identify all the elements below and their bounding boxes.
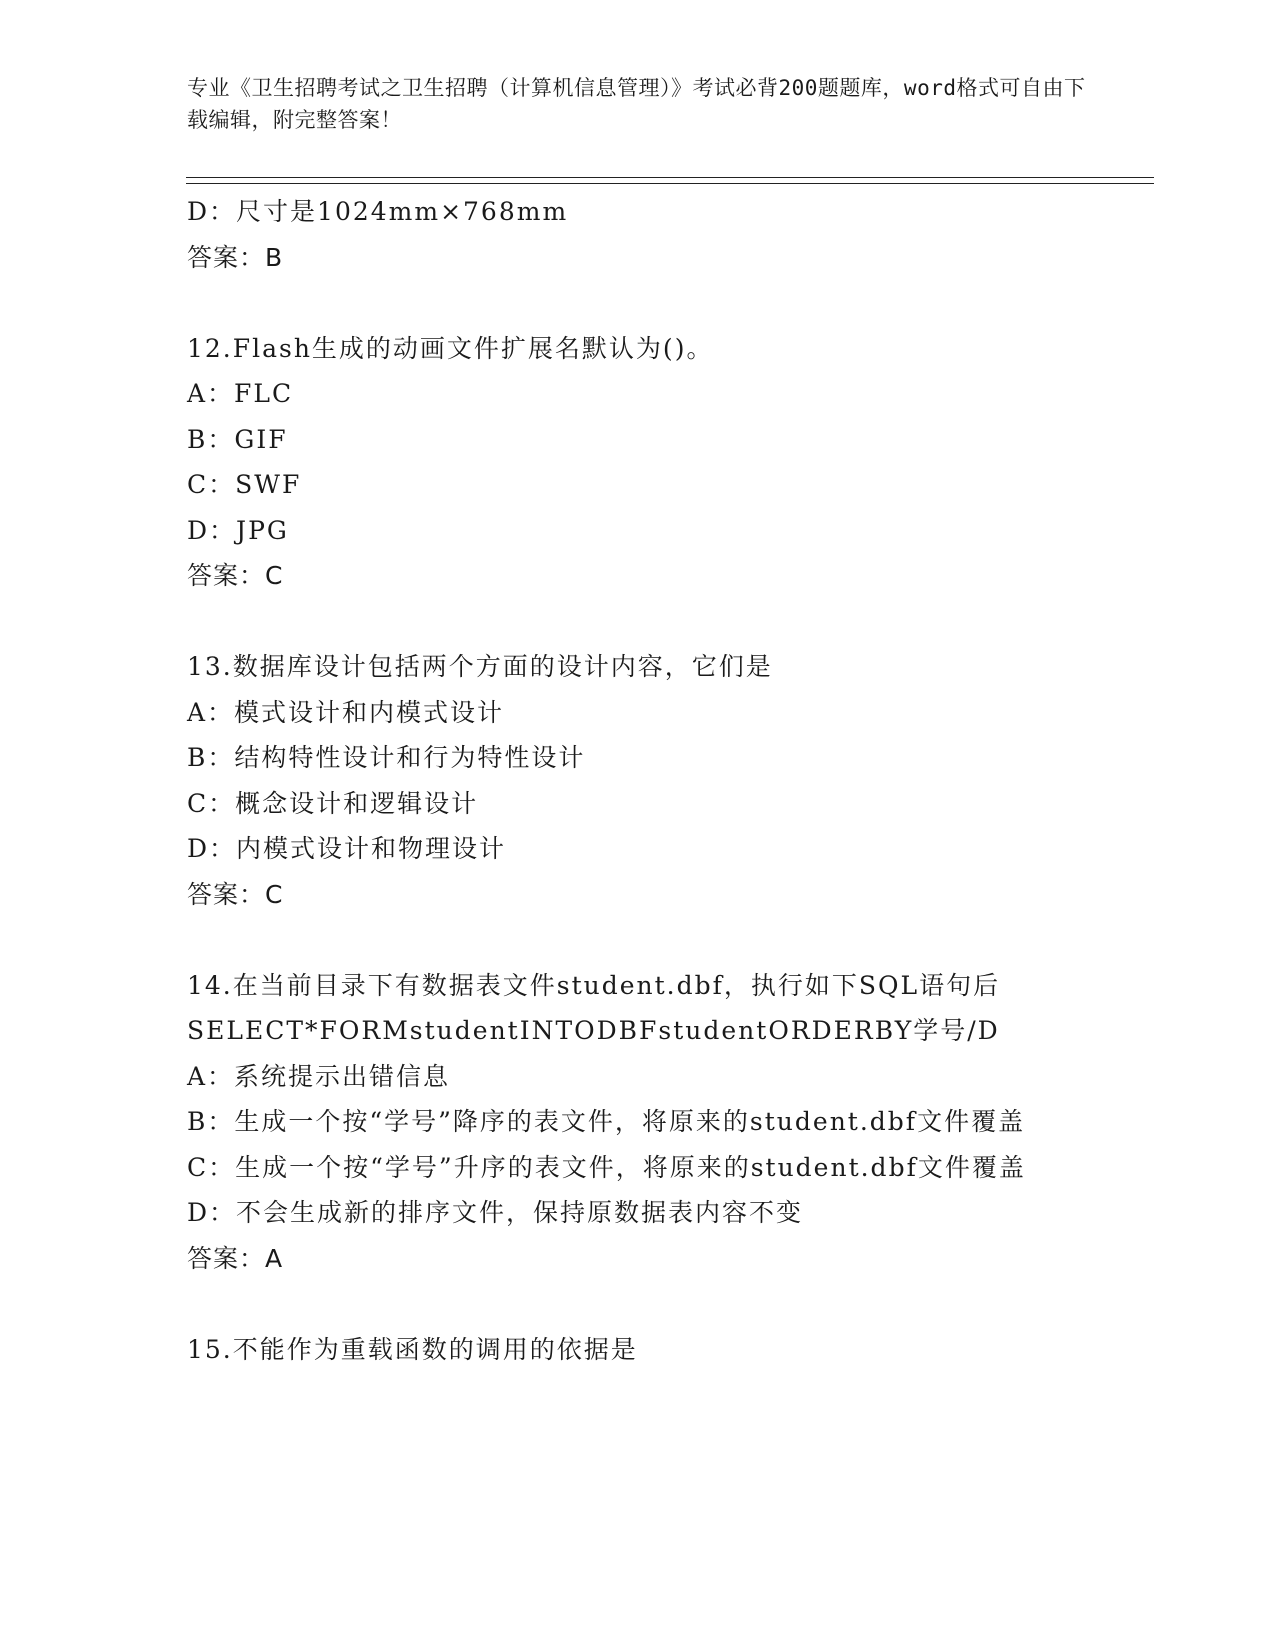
option-a: A：系统提示出错信息 [187, 1061, 451, 1091]
answer: 答案：C [187, 561, 284, 590]
option-b: B：生成一个按“学号”降序的表文件，将原来的student.dbf文件覆盖 [187, 1107, 1026, 1136]
question-content [187, 189, 1087, 1372]
question-13 [187, 644, 1087, 917]
spacer [187, 280, 1087, 326]
option-c: C：生成一个按“学号”升序的表文件，将原来的student.dbf文件覆盖 [187, 1152, 1026, 1182]
question-15 [187, 1327, 1087, 1373]
option-a: A：FLC [187, 379, 294, 408]
answer: 答案：C [187, 879, 284, 909]
question-stem: 13.数据库设计包括两个方面的设计内容，它们是 [187, 652, 773, 681]
option-c: C：SWF [187, 470, 302, 499]
option-b: B：GIF [187, 424, 288, 454]
option-b: B：结构特性设计和行为特性设计 [187, 743, 586, 772]
question-12 [187, 326, 1087, 599]
option-c: C：概念设计和逻辑设计 [187, 788, 479, 818]
prev-option-d: D：尺寸是1024mm×768mm [187, 197, 569, 226]
answer: 答案：A [187, 1243, 284, 1273]
spacer [187, 599, 1087, 645]
document-header: 专业《卫生招聘考试之卫生招聘（计算机信息管理）》考试必背200题题库，word格式可自由下载编辑，附完整答案！ [187, 76, 1086, 132]
option-d: D：不会生成新的排序文件，保持原数据表内容不变 [187, 1198, 804, 1227]
question-14 [187, 963, 1087, 1282]
header-rule-top [186, 177, 1154, 178]
question-stem: 14.在当前目录下有数据表文件student.dbf，执行如下SQL语句后SELECT*FORMstudentINTODBFstudentORDERBY学号/D [187, 970, 1001, 1045]
header-rule-bottom [186, 183, 1154, 184]
question-stem: 15.不能作为重载函数的调用的依据是 [187, 1334, 638, 1364]
option-d: D：JPG [187, 515, 289, 545]
option-a: A：模式设计和内模式设计 [187, 697, 505, 727]
option-d: D：内模式设计和物理设计 [187, 834, 507, 863]
question-stem: 12.Flash生成的动画文件扩展名默认为()。 [187, 333, 714, 363]
prev-answer: 答案：B [187, 242, 284, 272]
spacer [187, 917, 1087, 963]
spacer [187, 1281, 1087, 1327]
